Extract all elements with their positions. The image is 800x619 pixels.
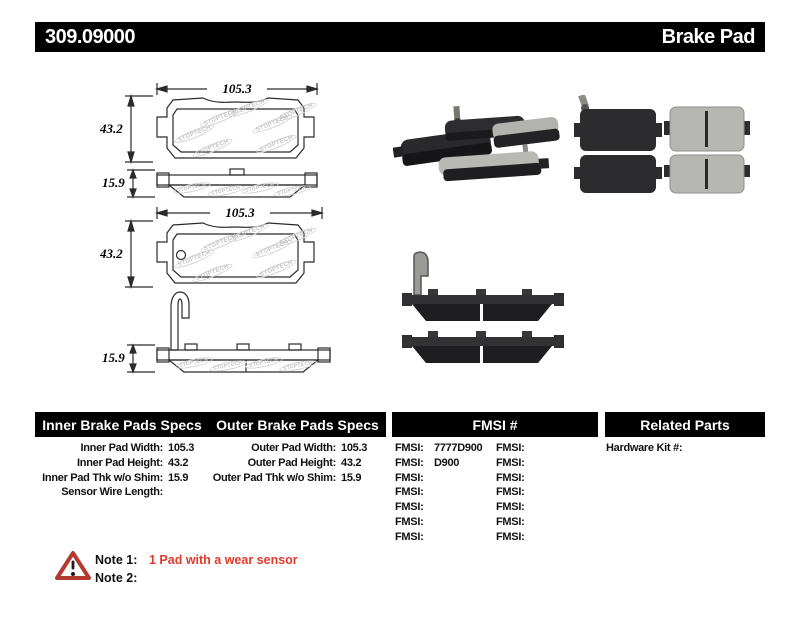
fmsi-label: FMSI: (395, 486, 424, 499)
stoptech-watermark: STOPTECH (175, 355, 213, 371)
spec-value: 105.3 (168, 442, 195, 454)
spec-label: Inner Pad Thk w/o Shim: (42, 471, 163, 484)
stoptech-watermark: STOPTECH (207, 183, 245, 199)
fmsi-value (530, 485, 596, 500)
pad-width-dimension: 105.3 (210, 205, 270, 221)
pad-thickness-dimension: 15.9 (99, 175, 128, 191)
related-parts-column (606, 441, 764, 456)
fmsi-label: FMSI: (496, 442, 525, 454)
inner-specs-column (35, 441, 215, 500)
fmsi-row (496, 530, 596, 545)
product-photo-pads-edge-sensor (398, 245, 573, 373)
stoptech-watermark: STOPTECH (173, 122, 216, 146)
spec-label: Outer Pad Height: (247, 456, 336, 469)
spec-label: Inner Pad Height: (77, 456, 163, 469)
stoptech-watermark: STOPTECH (199, 231, 242, 255)
fmsi-value: 7777D900 (434, 442, 483, 454)
stoptech-watermark: STOPTECH (191, 136, 234, 160)
fmsi-label: FMSI: (395, 501, 424, 514)
fmsi-row (395, 530, 495, 545)
stoptech-watermark: STOPTECH (255, 132, 298, 156)
spec-value: 43.2 (168, 456, 189, 469)
fmsi-row (395, 456, 495, 471)
stoptech-watermark: STOPTECH (199, 106, 242, 130)
product-photo-pads-flat (568, 95, 753, 195)
pad-thickness-dimension: 15.9 (99, 350, 128, 366)
fmsi-section-header (392, 412, 598, 437)
inner-pad-width-row (35, 441, 215, 456)
outer-pad-height-row (208, 456, 388, 471)
inner-specs-header: Inner Brake Pads Specs (42, 416, 202, 433)
fmsi-label: FMSI: (496, 456, 525, 469)
fmsi-label: FMSI: (496, 515, 525, 528)
fmsi-row (496, 500, 596, 515)
stoptech-watermark: STOPTECH (227, 221, 270, 245)
stoptech-watermark: STOPTECH (173, 247, 216, 271)
pad-height-dimension: 43.2 (97, 246, 126, 262)
outer-pad-width-row (208, 441, 388, 456)
hardware-kit-label: Hardware Kit #: (606, 442, 683, 454)
fmsi-value (429, 485, 495, 500)
stoptech-watermark: STOPTECH (227, 96, 270, 120)
fmsi-row (395, 471, 495, 486)
fmsi-value (429, 530, 495, 545)
fmsi-label: FMSI: (395, 471, 424, 484)
fmsi-value (429, 500, 495, 515)
outer-specs-column (208, 441, 388, 485)
technical-drawing-pad (95, 80, 340, 208)
spec-value: 43.2 (341, 456, 362, 469)
outer-pad-thickness-row (208, 471, 388, 486)
pad-outline-drawing (95, 80, 340, 208)
fmsi-header-label: FMSI # (472, 416, 518, 433)
inner-pad-thickness-row (35, 471, 215, 486)
stoptech-watermark: STOPTECH (173, 180, 211, 196)
related-parts-header-label: Related Parts (640, 416, 730, 433)
fmsi-label: FMSI: (496, 530, 525, 543)
note-2-label: Note 2: (95, 571, 138, 585)
stoptech-watermark: STOPTECH (241, 180, 279, 196)
product-photo-pads-angled (393, 98, 563, 193)
sensor-wire-length-row (35, 485, 215, 500)
fmsi-row (496, 485, 596, 500)
spec-label: Outer Pad Thk w/o Shim: (212, 471, 336, 484)
part-number: 309.09000 (45, 25, 136, 48)
outer-specs-header: Outer Brake Pads Specs (216, 416, 379, 433)
note-1-row (95, 551, 298, 569)
fmsi-value (530, 471, 596, 486)
stoptech-watermark: STOPTECH (209, 358, 247, 374)
pad-sensor-outline-drawing (95, 203, 345, 378)
spec-label: Outer Pad Width: (251, 442, 336, 454)
stoptech-watermark: STOPTECH (255, 257, 298, 281)
hardware-kit-value (682, 441, 734, 456)
fmsi-value: D900 (434, 456, 460, 469)
note-1-label: Note 1: (95, 553, 138, 567)
spec-label: Sensor Wire Length: (61, 486, 163, 499)
fmsi-value (429, 515, 495, 530)
fmsi-label: FMSI: (496, 471, 525, 484)
fmsi-label: FMSI: (395, 442, 424, 454)
spec-value (163, 485, 215, 500)
technical-drawing-pad-with-sensor (95, 203, 345, 378)
hardware-kit-row (606, 441, 764, 456)
stoptech-watermark: STOPTECH (251, 237, 294, 261)
fmsi-label: FMSI: (395, 456, 424, 469)
stoptech-watermark: STOPTECH (275, 225, 318, 249)
stoptech-watermark: STOPTECH (275, 100, 318, 124)
stoptech-watermark: STOPTECH (251, 112, 294, 136)
stoptech-watermark: STOPTECH (245, 355, 283, 371)
fmsi-column-left (395, 441, 495, 545)
fmsi-value (530, 456, 596, 471)
fmsi-column-right (496, 441, 596, 545)
fmsi-row (496, 471, 596, 486)
note-2-row (95, 569, 149, 587)
fmsi-label: FMSI: (496, 501, 525, 514)
stoptech-watermark: STOPTECH (191, 261, 234, 285)
note-1-text: 1 Pad with a wear sensor (149, 553, 298, 567)
warning-triangle-icon (55, 549, 91, 582)
fmsi-row (496, 441, 596, 456)
title-bar (35, 22, 765, 52)
product-name: Brake Pad (661, 25, 755, 48)
spec-label: Inner Pad Width: (80, 442, 163, 454)
related-parts-section-header (605, 412, 765, 437)
pad-width-dimension: 105.3 (207, 81, 267, 97)
fmsi-label: FMSI: (496, 486, 525, 499)
fmsi-label: FMSI: (395, 530, 424, 543)
fmsi-value (429, 471, 495, 486)
pad-height-dimension: 43.2 (97, 121, 126, 137)
spec-value: 15.9 (168, 471, 189, 484)
spec-value: 15.9 (341, 471, 362, 484)
fmsi-row (496, 515, 596, 530)
fmsi-value (530, 441, 596, 456)
spec-value: 105.3 (341, 442, 368, 454)
fmsi-value (530, 530, 596, 545)
fmsi-row (395, 515, 495, 530)
stoptech-watermark: STOPTECH (279, 358, 317, 374)
fmsi-row (395, 500, 495, 515)
specs-section-header (35, 412, 386, 437)
fmsi-value (530, 515, 596, 530)
fmsi-label: FMSI: (395, 515, 424, 528)
fmsi-row (395, 441, 495, 456)
fmsi-row (496, 456, 596, 471)
fmsi-row (395, 485, 495, 500)
fmsi-value (530, 500, 596, 515)
stoptech-watermark: STOPTECH (273, 183, 311, 199)
inner-pad-height-row (35, 456, 215, 471)
